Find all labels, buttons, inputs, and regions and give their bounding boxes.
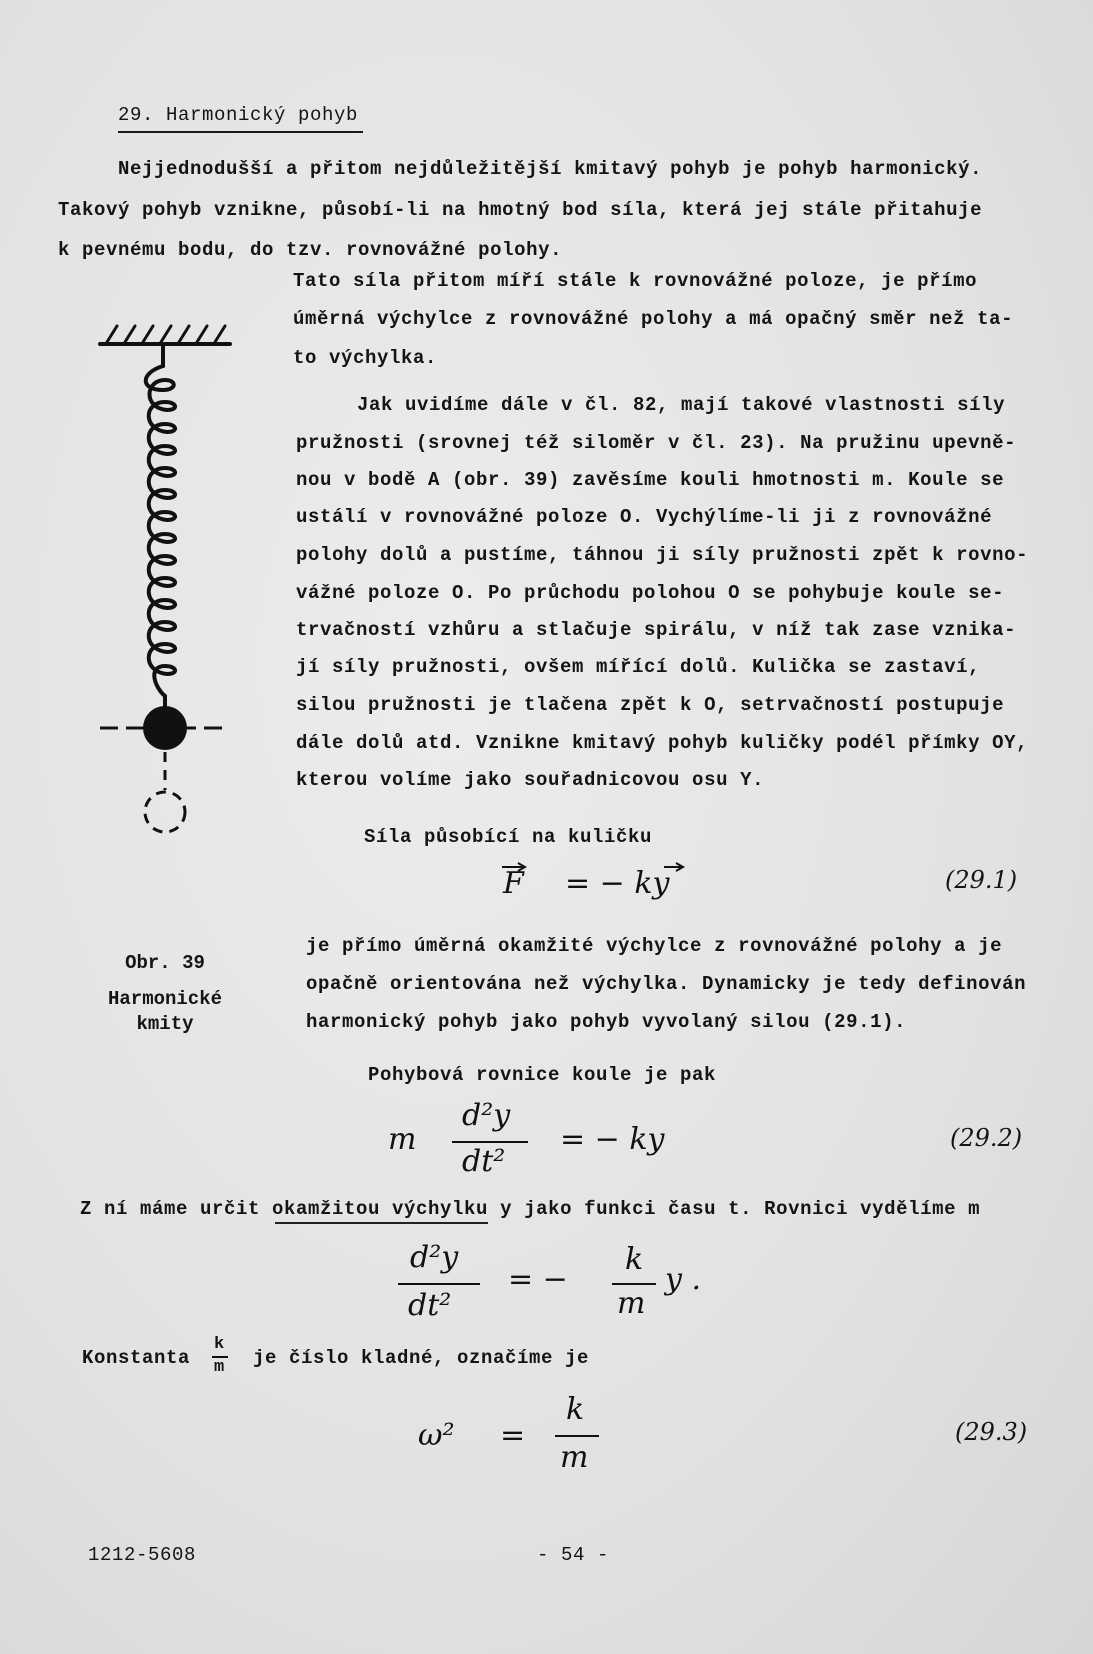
eq2-number: (29.2) [950, 1124, 1023, 1152]
right-para-line-2: úměrná výchylce z rovnovážné polohy a má opačný směr než ta- [293, 308, 1014, 330]
main-para-line-9: silou pružnosti je tlačena zpět k O, setrvačností postupuje [296, 694, 1005, 716]
right-para-line-3: to výchylka. [293, 347, 438, 369]
const-k: k [214, 1335, 225, 1354]
vector-arrow-icon [500, 862, 530, 872]
footer-code: 1212-5608 [88, 1544, 197, 1566]
main-para-line-6: vážné poloze O. Po průchodu polohou O se pohybuje koule se- [296, 582, 1005, 604]
ceiling-hatching [107, 326, 225, 342]
main-para-line-5: polohy dolů a pustíme, táhnou ji síly pružnosti zpět k rovno- [296, 544, 1029, 566]
eqdiv-m: m [617, 1286, 646, 1321]
spring-figure [95, 318, 245, 878]
after-eq1-line-2: opačně orientována než výchylka. Dynamicky je tedy definován [306, 973, 1027, 995]
eq3-m: m [560, 1440, 589, 1475]
ball-mass [143, 706, 187, 750]
eq2-fraction-bar [452, 1141, 528, 1143]
eq3-lhs: ω² [418, 1418, 455, 1453]
section-heading: 29. Harmonický pohyb [118, 104, 359, 126]
eqdiv-tail: y . [665, 1262, 702, 1297]
right-para-line-1: Tato síla přitom míří stále k rovnovážné poloze, je přímo [293, 270, 978, 292]
eq2-numerator: d²y [462, 1098, 511, 1133]
ball-displaced-outline [145, 792, 185, 832]
eqdiv-k: k [625, 1242, 644, 1277]
solve-line: Z ní máme určit okamžitou výchylku y jako funkci času t. Rovnici vydělíme m [80, 1198, 981, 1220]
motion-intro: Pohybová rovnice koule je pak [368, 1064, 717, 1086]
figure-caption-2: Harmonické [107, 988, 223, 1010]
main-para-line-4: ustálí v rovnovážné poloze O. Vychýlíme-li ji z rovnovážné [296, 506, 993, 528]
const-m: m [214, 1358, 225, 1377]
eq3-k: k [566, 1392, 585, 1427]
main-para-line-1: Jak uvidíme dále v čl. 82, mají takové vlastnosti síly [357, 394, 1006, 416]
intro-line-2: Takový pohyb vznikne, působí-li na hmotný bod síla, která jej stále přitahuje [58, 199, 983, 221]
eqdiv-fraction-bar [398, 1283, 480, 1285]
eq2-rhs: = − ky [560, 1122, 665, 1157]
solve-underline [275, 1222, 488, 1224]
eq1-number: (29.1) [945, 866, 1018, 894]
eq1-lhs: F [503, 866, 524, 901]
after-eq1-line-1: je přímo úměrná okamžité výchylce z rovnovážné polohy a je [306, 935, 1003, 957]
eqdiv-k-m-bar [612, 1283, 656, 1285]
main-para-line-3: nou v bodě A (obr. 39) zavěsíme kouli hmotnosti m. Koule se [296, 469, 1005, 491]
intro-line-3: k pevnému bodu, do tzv. rovnovážné polohy. [58, 239, 563, 261]
main-para-line-7: trvačností vzhůru a stlačuje spirálu, v níž tak zase vznika- [296, 619, 1017, 641]
eq2-denominator: dt² [462, 1144, 506, 1179]
eqdiv-denominator: dt² [408, 1288, 452, 1323]
vector-arrow-icon [662, 862, 688, 872]
heading-underline [118, 131, 363, 133]
page-number: - 54 - [537, 1544, 610, 1566]
const-prefix: Konstanta [82, 1347, 191, 1369]
const-suffix: je číslo kladné, označíme je [253, 1347, 590, 1369]
intro-line-1: Nejjednodušší a přitom nejdůležitější kmitavý pohyb je pohyb harmonický. [118, 158, 983, 180]
force-intro: Síla působící na kuličku [364, 826, 653, 848]
eq3-number: (29.3) [955, 1418, 1028, 1446]
eqdiv-mid: = − [508, 1262, 568, 1297]
eq3-fraction-bar [555, 1435, 599, 1437]
spring-coil [146, 366, 175, 696]
main-para-line-8: jí síly pružnosti, ovšem mířící dolů. Kulička se zastaví, [296, 656, 981, 678]
main-para-line-10: dále dolů atd. Vznikne kmitavý pohyb kuličky podél přímky OY, [296, 732, 1029, 754]
main-para-line-2: pružnosti (srovnej též siloměr v čl. 23). Na pružinu upevně- [296, 432, 1017, 454]
main-para-line-11: kterou volíme jako souřadnicovou osu Y. [296, 769, 765, 791]
eq1-rhs: = − ky [565, 866, 670, 901]
eqdiv-numerator: d²y [410, 1240, 459, 1275]
eq2-mass: m [388, 1122, 417, 1157]
eq3-equals: = [500, 1418, 526, 1453]
after-eq1-line-3: harmonický pohyb jako pohyb vyvolaný silou (29.1). [306, 1011, 907, 1033]
figure-caption-1: Obr. 39 [125, 952, 205, 974]
figure-caption-3: kmity [136, 1013, 194, 1035]
